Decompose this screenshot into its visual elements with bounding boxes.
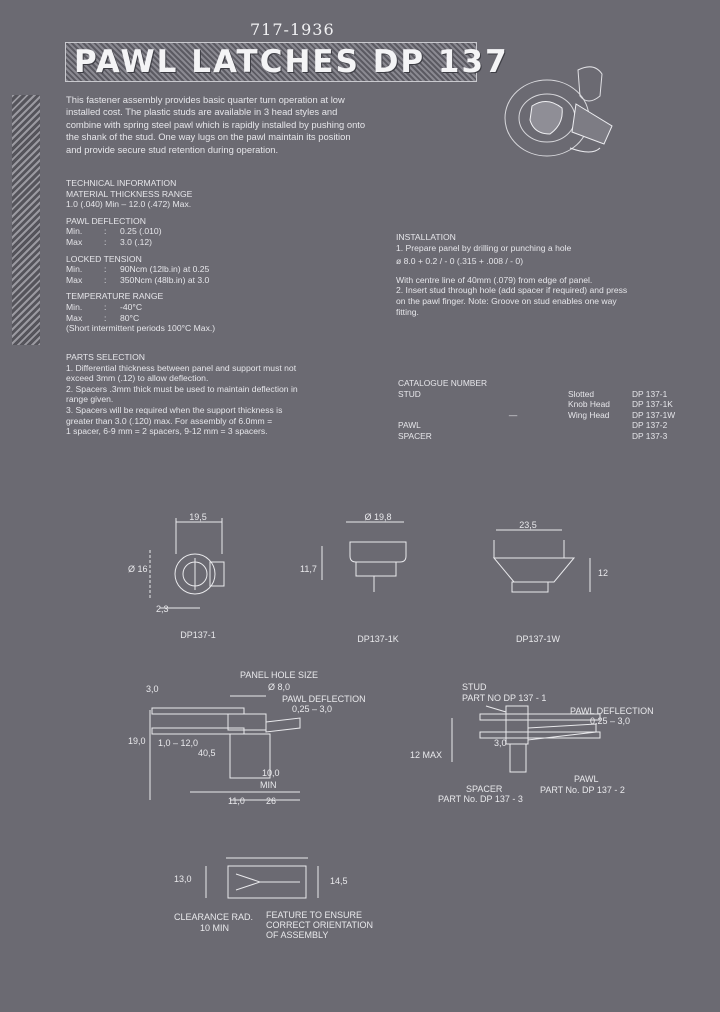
installation-step-2: on the pawl finger. Note: Groove on stud enables one way [396, 295, 617, 306]
clearance-right-dim: 14,5 [330, 876, 348, 886]
side-tab-strip [12, 95, 40, 345]
assembly-dim: 3,0 [494, 738, 507, 748]
technical-drawings [0, 500, 720, 950]
parts-line: 1 spacer, 6-9 mm = 2 spacers, 9-12 mm = 3 spacers. [66, 426, 268, 437]
title-banner [65, 42, 509, 82]
assembly-deflection-label: PAWL DEFLECTION [570, 706, 654, 716]
panel-section-drawing [150, 696, 300, 800]
temp-max-row: Max : 80°C [66, 312, 140, 323]
intro-paragraph: This fastener assembly provides basic quarter turn operation at low installed cost. The plastic studs are available in 3 head styles and combine with spring steel pawl which is rapidly installed by pushing onto the shank of the stud. One way lugs on the pawl maintain its position and provide secure stud retention during operation. [66, 94, 366, 155]
clearance-left-dim: 13,0 [174, 874, 192, 884]
temperature-heading: TEMPERATURE RANGE [66, 291, 164, 302]
panel-hole-title: PANEL HOLE SIZE [240, 670, 319, 680]
panel-deflection-label: PAWL DEFLECTION [282, 694, 366, 704]
installation-heading: INSTALLATION [396, 232, 456, 242]
pawl-deflection-heading: PAWL DEFLECTION [66, 215, 146, 226]
panel-dim-bottom-2: 26 [266, 796, 277, 806]
knob-stud-drawing [322, 522, 406, 592]
installation-section [396, 232, 627, 317]
slotted-width-label: 19,5 [189, 512, 207, 522]
catalogue-section [398, 378, 688, 442]
catalogue-row: STUD Slotted DP 137-1 [398, 388, 668, 399]
wing-width-label: 23,5 [519, 520, 537, 530]
wing-caption: DP137-1W [515, 634, 561, 644]
panel-min-label: MIN [260, 780, 277, 790]
assembly-stud-label: STUD [462, 682, 487, 692]
clearance-label: CLEARANCE RAD. [174, 912, 254, 922]
material-value: 1.0 (.040) Min – 12.0 (.472) Max. [66, 199, 192, 210]
technical-section [66, 178, 215, 334]
catalogue-row: — Wing Head DP 137-1W [508, 409, 676, 420]
installation-step-2: fitting. [396, 306, 419, 317]
wing-stud-drawing [494, 530, 590, 592]
panel-dim-40: 40,5 [198, 748, 216, 758]
panel-dim-bottom-1: 11,0 [228, 796, 245, 806]
panel-dim-left: 19,0 [128, 736, 146, 746]
parts-line: 3. Spacers will be required when the support thickness is [66, 404, 283, 415]
product-photo-shapes [505, 67, 612, 156]
product-photo [492, 56, 642, 176]
locked-max-row: Max : 350Ncm (48lb.in) at 3.0 [66, 274, 210, 285]
pawl-min-row: Min. : 0.25 (.010) [66, 226, 162, 237]
parts-line: 2. Spacers .3mm thick must be used to maintain deflection in [66, 383, 298, 394]
assembly-max-label: 12 MAX [410, 750, 443, 760]
panel-hole-size: Ø 8,0 [268, 682, 291, 692]
locked-min-row: Min. : 90Ncm (12lb.in) at 0.25 [66, 264, 210, 275]
knob-width-label: Ø 19,8 [364, 512, 392, 522]
feature-label-3: OF ASSEMBLY [266, 930, 329, 940]
knob-caption: DP137-1K [357, 634, 399, 644]
assembly-pawl-part: PART No. DP 137 - 2 [540, 785, 625, 795]
knob-height-label: 11,7 [300, 564, 317, 574]
panel-deflection-range: 0,25 – 3,0 [292, 704, 333, 714]
panel-dim-top: 3,0 [146, 684, 159, 694]
assembly-stud-part: PART NO DP 137 - 1 [462, 693, 547, 703]
catalogue-row: PAWL DP 137-2 [398, 420, 668, 431]
installation-note: With centre line of 40mm (.079) from edge of panel. [396, 274, 593, 285]
catalogue-row: SPACER DP 137-3 [398, 430, 668, 441]
assembly-spacer-label: SPACER [466, 784, 503, 794]
catalogue-row: Knob Head DP 137-1K [568, 399, 673, 410]
feature-label-1: FEATURE TO ENSURE [266, 910, 363, 920]
parts-line: greater than 3.0 (.120) max. For assembly of 6.0mm = [66, 415, 273, 426]
technical-heading: TECHNICAL INFORMATION [66, 178, 177, 188]
parts-line: exceed 3mm (.12) to allow deflection. [66, 373, 209, 384]
temp-min-row: Min. : -40°C [66, 301, 143, 312]
catalogue-heading: CATALOGUE NUMBER [398, 378, 488, 388]
parts-heading: PARTS SELECTION [66, 352, 145, 362]
clearance-drawing [206, 858, 318, 898]
pawl-max-row: Max : 3.0 (.12) [66, 236, 153, 247]
material-heading: MATERIAL THICKNESS RANGE [66, 188, 193, 199]
hole-formula: ø 8.0 + 0.2 / - 0 (.315 + .008 / - 0) [396, 256, 524, 267]
temperature-note: (Short intermittent periods 100°C Max.) [66, 323, 216, 334]
panel-range: 1,0 – 12,0 [158, 738, 199, 748]
handwritten-reference: 717-1936 [250, 20, 335, 39]
feature-label-2: CORRECT ORIENTATION [266, 920, 374, 930]
slotted-shank-label: 2,3 [156, 604, 169, 614]
page-title: PAWL LATCHES DP 137 [74, 44, 509, 80]
wing-height-label: 12 [598, 568, 609, 578]
slotted-caption: DP137-1 [180, 630, 216, 640]
assembly-deflection-range: 0,25 – 3,0 [590, 716, 631, 726]
parts-line: range given. [66, 394, 114, 405]
slotted-height-label: Ø 16 [128, 564, 148, 574]
parts-selection-section [66, 352, 298, 437]
slotted-stud-drawing [150, 518, 224, 608]
installation-step-2: 2. Insert stud through hole (add spacer if required) and press [396, 285, 628, 296]
locked-tension-heading: LOCKED TENSION [66, 253, 142, 264]
assembly-spacer-part: PART No. DP 137 - 3 [438, 794, 523, 804]
clearance-min-label: 10 MIN [200, 923, 230, 933]
panel-dim-10: 10,0 [262, 768, 280, 778]
parts-line: 1. Differential thickness between panel and support must not [66, 362, 297, 373]
assembly-pawl-label: PAWL [574, 774, 599, 784]
installation-step-1: 1. Prepare panel by drilling or punching a hole [396, 242, 572, 253]
